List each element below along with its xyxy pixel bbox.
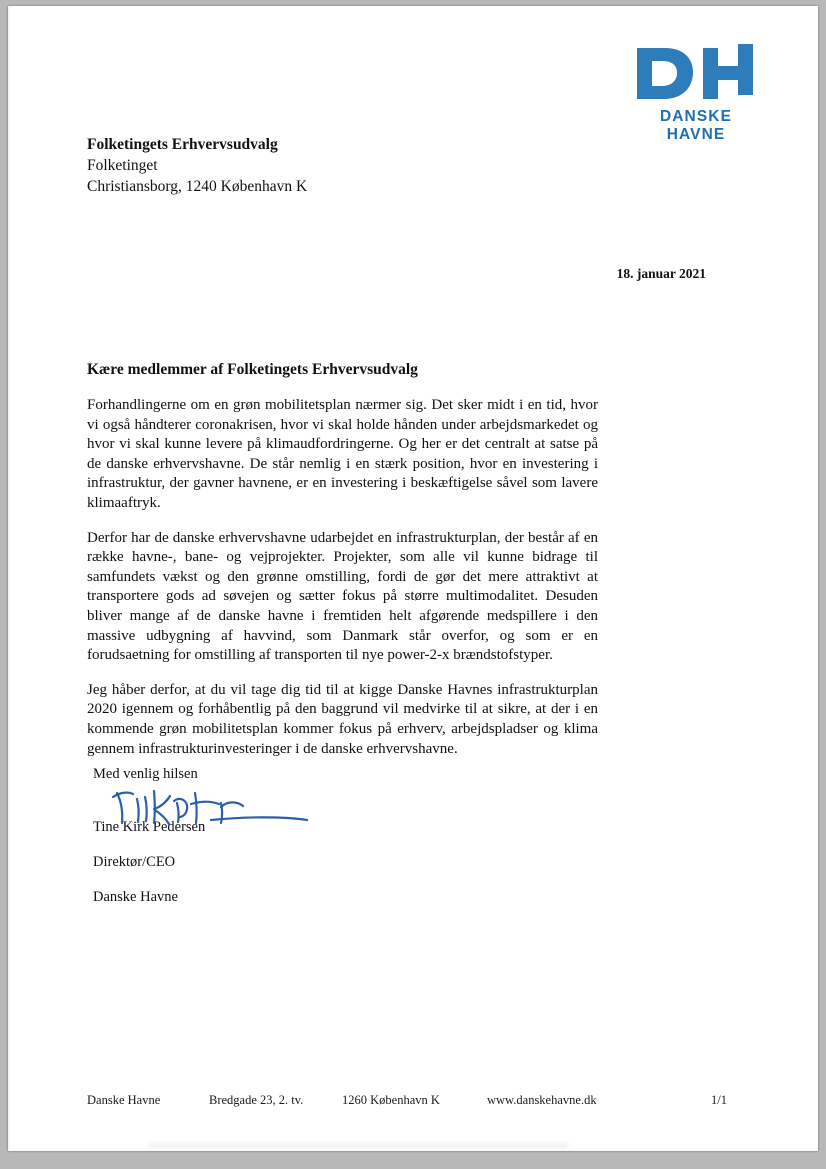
letter-body xyxy=(87,361,598,774)
salutation: Kære medlemmer af Folketingets Erhvervsudvalg xyxy=(87,361,418,378)
signature-title: Direktør/CEO xyxy=(93,854,176,870)
recipient-line-1: Folketingets Erhvervsudvalg xyxy=(87,136,278,153)
footer-website: www.danskehavne.dk xyxy=(487,1093,597,1107)
paragraph-2: Derfor har de danske erhvervshavne udarbejdet en infrastrukturplan, der består af en række havne-, bane- og vejprojekter. Projekter, som alle vil kunne bidrage til samfundets vækst og den grønne omstilling, fordi de gør det mere attraktivt at transportere gods ad søvejen og sætter fokus på større multimodalitet. Desuden bliver mange af de danske havne i fremtiden helt afgørende medspillere i den massive udbygning af havvind, som Danmark står overfor, og som er en forudsaetning for omstilling af transporten til nye power-2-x brændstofstyper. xyxy=(87,529,598,664)
scan-edge xyxy=(8,6,11,1151)
footer-city: 1260 København K xyxy=(342,1093,440,1107)
scan-artifact xyxy=(148,1143,568,1149)
paragraph-3: Jeg håber derfor, at du vil tage dig tid til at kigge Danske Havnes infrastrukturplan 2020 igennem og forhåbentlig på den baggrund vil medvirke til at sikre, at der i en kommende grøn mobilitetsplan kommer fokus på erhverv, arbejdspladser og klima gennem infrastrukturinvesteringer i de danske erhvervshavne. xyxy=(87,681,598,757)
letter-date: 18. januar 2021 xyxy=(616,266,706,281)
footer-organisation: Danske Havne xyxy=(87,1093,161,1107)
recipient-line-2: Folketinget xyxy=(87,157,158,174)
recipient-line-3: Christiansborg, 1240 København K xyxy=(87,178,308,195)
logo xyxy=(631,44,761,144)
page-footer xyxy=(87,1093,763,1108)
footer-street: Bredgade 23, 2. tv. xyxy=(209,1093,304,1107)
footer-page-number: 1/1 xyxy=(711,1093,727,1107)
signature-organisation: Danske Havne xyxy=(93,889,178,905)
logo-wordmark: DANSKE HAVNE xyxy=(659,108,733,143)
signature-name: Tine Kirk Pedersen xyxy=(93,819,206,835)
recipient-address xyxy=(87,134,307,197)
paragraph-1: Forhandlingerne om en grøn mobilitetsplan nærmer sig. Det sker midt i en tid, hvor vi også håndterer coronakrisen, hvor vi skal holde hånden under arbejdsmarkedet og hvor vi skal kunne levere på klimaudfordringerne. Og her er det centralt at satse på de danske erhvervshavne. De står nemlig i en stærk position, hvor en investering i infrastruktur, der gavner havnene, er en investering i beskæftigelse såvel som lavere klimaaftryk. xyxy=(87,397,598,511)
signature-block xyxy=(93,766,331,906)
document-page xyxy=(8,6,818,1151)
handwritten-signature-icon xyxy=(111,787,331,833)
dh-monogram-icon xyxy=(631,44,761,106)
signature-greeting: Med venlig hilsen xyxy=(93,766,198,782)
